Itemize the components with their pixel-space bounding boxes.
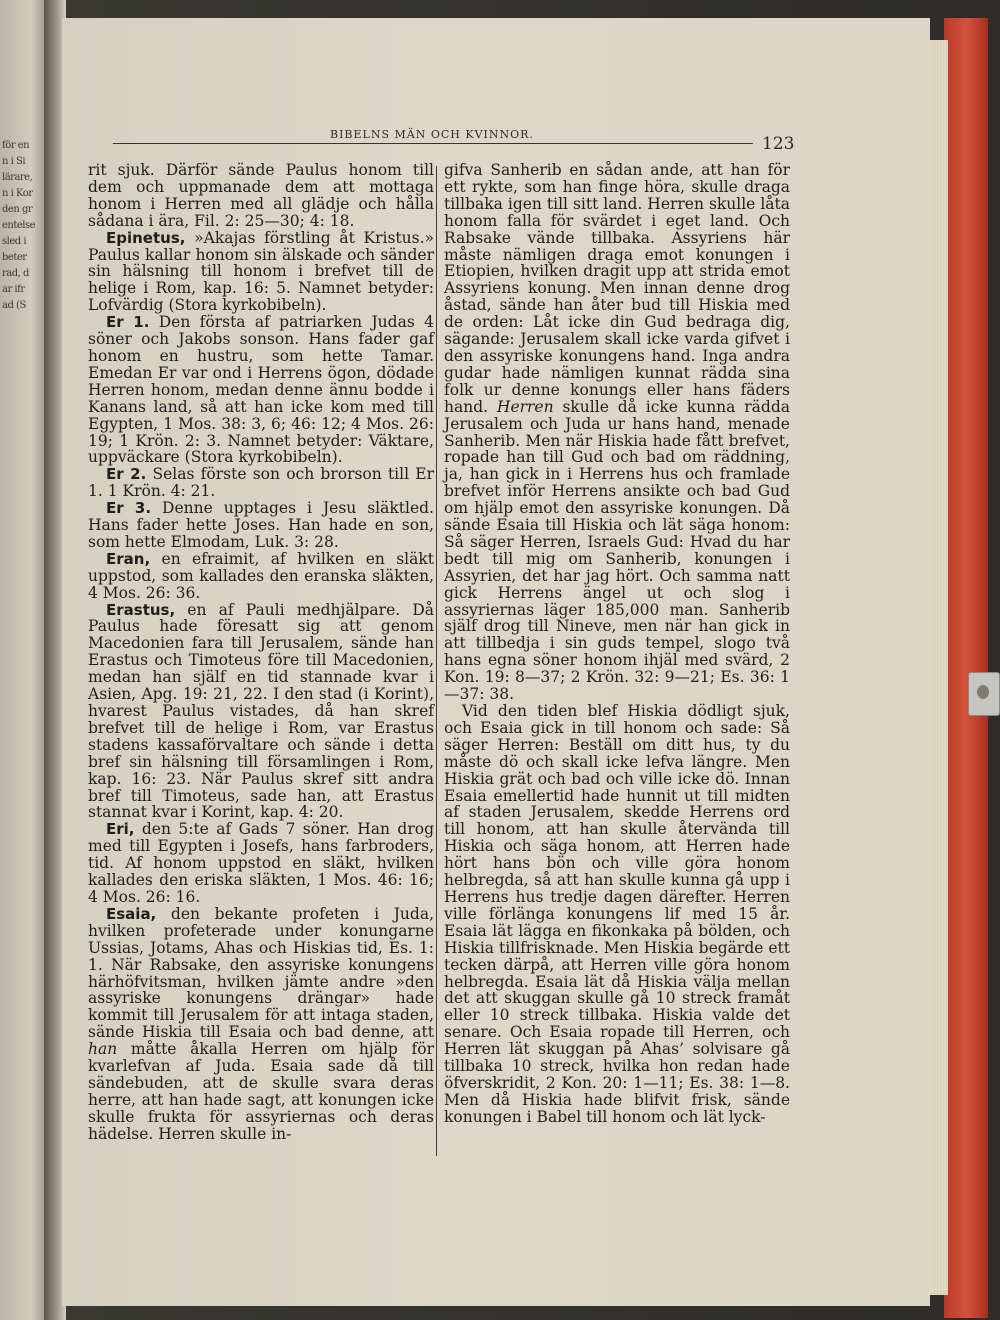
page-edges (928, 40, 948, 1295)
entry-lemma: Eran, (106, 549, 151, 568)
margin-fragment: den gr (2, 204, 33, 215)
margin-fragment: n i Si (2, 156, 26, 167)
entry-paragraph: rit sjuk. Därför sände Paulus honom till dem och uppmanade dem att mottaga honom i Herren med all glädje och hålla sådana i ära, Fil. 2: 25—30; 4: 18. (88, 161, 434, 230)
margin-fragment: n i Kor (2, 188, 33, 199)
entry-paragraph: Eri, den 5:te af Gads 7 söner. Han drog med till Egypten i Josefs, hans farbroders, tid. Af honom uppstod en släkt, hvilken kallades den eriska släkten, 1 Mos. 46: 16; 4 Mos. 26: 16. (88, 820, 434, 906)
column-divider (436, 166, 437, 1156)
entry-paragraph: Er 3. Denne upptages i Jesu släktled. Hans fader hette Joses. Han hade en son, som hette Elmodam, Luk. 3: 28. (88, 499, 434, 551)
entry-paragraph: Er 2. Selas förste son och brorson till Er 1. 1 Krön. 4: 21. (88, 465, 434, 501)
entry-paragraph: gifva Sanherib en sådan ande, att han för ett rykte, som han finge höra, skulle draga tillbaka igen till sitt land. Herren skulle låta honom falla för svärdet i eget land. Och Rabsake vände tillbaka. Assyriens här måste nämligen draga emot konungen i Etiopien, hvilken dragit upp att strida emot Assyriens konung. Men innan denne drog åstad, sände han åter bud till Hiskia med de orden: Låt icke din Gud bedraga dig, sägande: Jerusalem skall icke varda gifvet i den assyriske konungens hand. Inga andra gudar hade nämligen kunnat rädda sina folk ur denne konungs eller hans fäders hand. Herren skulle då icke kunna rädda Jerusalem och Juda ur hans hand, menade Sanherib. Men när Hiskia hade fått brefvet, ropade han till Gud och bad om räddning, ja, han gick in i Herrens hus och framlade brefvet inför Herrens ansikte och bad Gud om hjälp emot den assyriske konungen. Då sände Esaia till Hiskia och lät säga honom: Så säger Herren, Israels Gud: Hvad du har bedt till mig om Sanherib, konungen i Assyrien, det har jag hört. Och samma natt gick Herrens ängel ut och slog i assyriernas läger 185,000 man. Sanherib själf drog till Nineve, men när han gick in att tillbedja i sin guds tempel, slogo två hans egna söner honom ihjäl med svärd, 2 Kon. 19: 8—37; 2 Krön. 32: 9—21; Es. 36: 1—37: 38. (444, 161, 790, 704)
header-rule (113, 143, 753, 144)
book-cover (944, 18, 988, 1318)
margin-fragment: ad (S (2, 300, 26, 311)
margin-fragment: beter (2, 252, 27, 263)
entry-paragraph: Er 1. Den första af patriarken Judas 4 söner och Jakobs sonson. Hans fader gaf honom en hustru, som hette Tamar. Emedan Er var ond i Herrens ögon, dödade Herren honom, medan denne ännu bodde i Kanans land, så att han icke kom med till Egypten, 1 Mos. 38: 3, 6; 46: 12; 4 Mos. 26: 19; 1 Krön. 2: 3. Namnet betyder: Väktare, uppväckare (Stora kyrkobibeln). (88, 313, 434, 467)
entry-paragraph: Epinetus, »Akajas förstling åt Kristus.» Paulus kallar honom sin älskade och sänder sin hälsning till honom i brefvet till de helige i Rom, kap. 16: 5. Namnet betyder: Lofvärdig (Stora kyrkobibeln). (88, 228, 434, 315)
margin-fragment: för en (2, 140, 30, 151)
entry-lemma: Epinetus, (106, 228, 186, 247)
entry-lemma: Er 1. (106, 313, 150, 332)
entry-lemma: Erastus, (106, 600, 176, 619)
running-head: BIBELNS MÄN OCH KVINNOR. (330, 128, 534, 141)
margin-fragment: lärare, (2, 172, 33, 183)
clip-icon (968, 672, 1000, 716)
page-number: 123 (762, 134, 795, 154)
entry-lemma: Er 3. (106, 499, 152, 518)
right-column (444, 162, 790, 1126)
entry-lemma: Esaia, (106, 904, 157, 923)
margin-fragment: ar ifr (2, 284, 25, 295)
entry-paragraph: Erastus, en af Pauli medhjälpare. Då Paulus hade föresatt sig att genom Macedonien fara till Jerusalem, sände han Erastus och Timoteus före till Macedonien, medan han själf en tid stannade kvar i Asien, Apg. 19: 21, 22. I den stad (i Korint), hvarest Paulus vistades, då han skref brefvet till de helige i Rom, var Erastus stadens kassaförvaltare och sände i detta bref sin hälsning till församlingen i Rom, kap. 16: 23. När Paulus skref sitt andra bref till Timoteus, sade han, att Erastus stannat kvar i Korint, kap. 4: 20. (88, 600, 434, 822)
entry-lemma: Er 2. (106, 465, 147, 484)
entry-lemma: Eri, (106, 820, 135, 839)
entry-paragraph: Eran, en efraimit, af hvilken en släkt uppstod, som kallades den eranska släkten, 4 Mos. 26: 36. (88, 549, 434, 602)
margin-fragment: entelse (2, 220, 36, 231)
margin-fragment: sled i (2, 236, 27, 247)
left-column (88, 162, 434, 1143)
margin-fragment: rad, d (2, 268, 29, 279)
entry-paragraph: Esaia, den bekante profeten i Juda, hvilken profeterade under konungarne Ussias, Jotams, Ahas och Hiskias tid, Es. 1: 1. När Rabsake, den assyriske konungens härhöfvitsman, hvilken jämte andre »den assyriske konungens drängar» hade kommit till Jerusalem för att intaga staden, sände Hiskia till Esaia och bad denne, att han måtte åkalla Herren om hjälp för kvarlefvan af Juda. Esaia sade då till sändebuden, att de skulle svara deras herre, att han hade sagt, att konungen icke skulle frukta för assyriernas och deras hädelse. Herren skulle in- (88, 904, 434, 1143)
entry-paragraph: Vid den tiden blef Hiskia dödligt sjuk, och Esaia gick in till honom och sade: Så säger Herren: Beställ om ditt hus, ty du måste dö och skall icke lefva längre. Men Hiskia grät och bad och ville icke dö. Innan Esaia emellertid hade hunnit ut till midten af staden Jerusalem, skedde Herrens ord till honom, att han skulle återvända till Hiskia och säga honom, att Herren hade hört hans bön och ville göra honom helbregda, så att han skulle kunna gå upp i Herrens hus tredje dagen därefter. Herren ville förlänga konungens lif med 15 år. Esaia lät lägga en fikonkaka på bölden, och Hiskia tillfrisknade. Men Hiskia begärde ett tecken därpå, att Herren ville göra honom helbregda. Esaia lät då Hiskia välja mellan det att skuggan skulle gå 10 streck framåt eller 10 streck tillbaka. Hiskia valde det senare. Och Esaia ropade till Herren, och Herren lät skuggan på Ahas’ solvisare gå tillbaka 10 streck, hvilka hon redan hade öfverskridit, 2 Kon. 20: 1—11; Es. 38: 1—8. Men då Hiskia hade blifvit frisk, sände konungen i Babel till honom och lät lyck- (444, 702, 790, 1126)
